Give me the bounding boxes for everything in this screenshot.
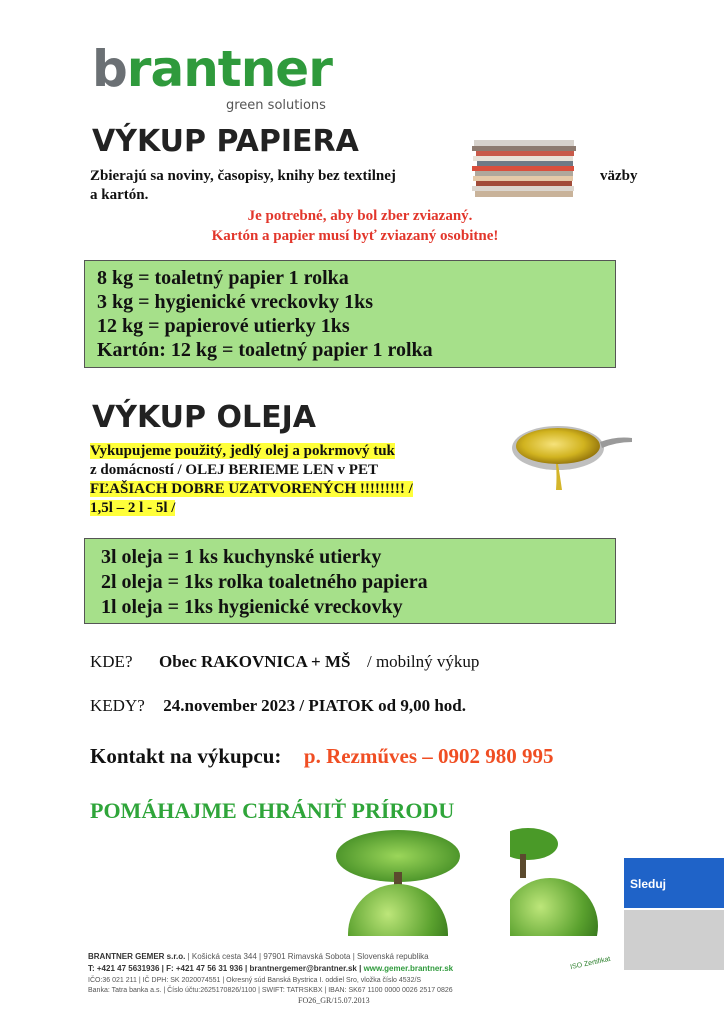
paper-rates-box [84,260,616,368]
paper-description-line1-end: väzby [600,168,638,184]
paper-rate-3: 12 kg = papierové utierky 1ks [97,315,350,337]
when-label: KEDY? [90,696,145,715]
oil-description-line3: FĽAŠIACH DOBRE UZATVORENÝCH !!!!!!!!! / [90,481,413,497]
when-value: 24.november 2023 / PIATOK od 9,00 hod. [163,696,466,715]
paper-note-line1: Je potrebné, aby bol zber zviazaný. [247,208,473,224]
footer-web-link[interactable]: www.gemer.brantner.sk [363,964,454,973]
oil-rates-box [84,538,616,624]
oil-description [90,442,413,518]
contact-label: Kontakt na výkupcu: [90,744,282,768]
logo-tagline: green solutions [226,98,326,113]
oil-rate-3: 1l oleja = 1ks hygienické vreckovky [101,596,403,618]
paper-rate-1: 8 kg = toaletný papier 1 rolka [97,267,349,289]
globe-tree-image-2 [510,826,606,936]
oil-description-line1: Vykupujeme použitý, jedlý olej a pokrmový tuk [90,443,395,459]
when-row [90,696,466,716]
iso-badge: ISO Zertifikat [569,955,612,972]
footer-bank: Banka: Tatra banka a.s. | Číslo účtu:2625170826/1100 | SWIFT: TATRSKBX | IBAN: SK67 1100 0000 0026 2517 0826 [88,987,453,994]
brantner-logo: brantner [92,40,332,98]
footer-contact [88,964,453,974]
contact-value: p. Rezműves – 0902 980 995 [303,744,554,768]
oil-rate-2: 2l oleja = 1ks rolka toaletného papiera [101,571,428,593]
where-label: KDE? [90,652,133,671]
contact-row [90,744,554,769]
paper-description-line2: a kartón. [90,187,149,203]
oil-title: VÝKUP OLEJA [92,400,316,435]
side-banner-gray-block [624,910,724,970]
globe-tree-image-1 [330,826,466,936]
paper-title: VÝKUP PAPIERA [92,124,359,159]
footer-company: BRANTNER GEMER s.r.o. [88,952,186,961]
where-value: Obec RAKOVNICA + MŠ [158,652,351,671]
oil-description-line4: 1,5l – 2 l - 5l / [90,500,176,516]
oil-spoon-image [508,412,634,492]
footer-phones: T: +421 47 5631936 | F: +421 47 56 31 936 | brantnergemer@brantner.sk | [88,964,362,973]
side-banner-text: Sleduj [630,877,667,891]
paper-rate-4: Kartón: 12 kg = toaletný papier 1 rolka [97,339,433,361]
oil-description-line2: z domácností / OLEJ BERIEME LEN v PET [90,462,378,478]
slogan: POMÁHAJME CHRÁNIŤ PRÍRODU [90,798,455,823]
paper-rate-2: 3 kg = hygienické vreckovky 1ks [97,291,374,313]
footer-address-text: | Košická cesta 344 | 97901 Rimavská Sobota | Slovenská republika [187,952,429,961]
paper-note-line2: Kartón a papier musí byť zviazaný osobitne! [211,228,499,244]
footer-address [88,952,429,962]
footer-registration: IČO:36 021 211 | IČ DPH: SK 2020074551 | Okresný súd Banská Bystrica I. oddiel Sro, vložka číslo 4532/S [88,977,422,984]
where-row [90,652,479,672]
where-extra: / mobilný výkup [366,652,480,671]
oil-rate-1: 3l oleja = 1 ks kuchynské utierky [101,546,382,568]
footer-form-code: FO26_GR/15.07.2013 [298,996,370,1005]
paper-stack-image [470,138,582,202]
side-banner [624,858,724,908]
paper-description-line1: Zbierajú sa noviny, časopisy, knihy bez textilnej [90,168,396,184]
